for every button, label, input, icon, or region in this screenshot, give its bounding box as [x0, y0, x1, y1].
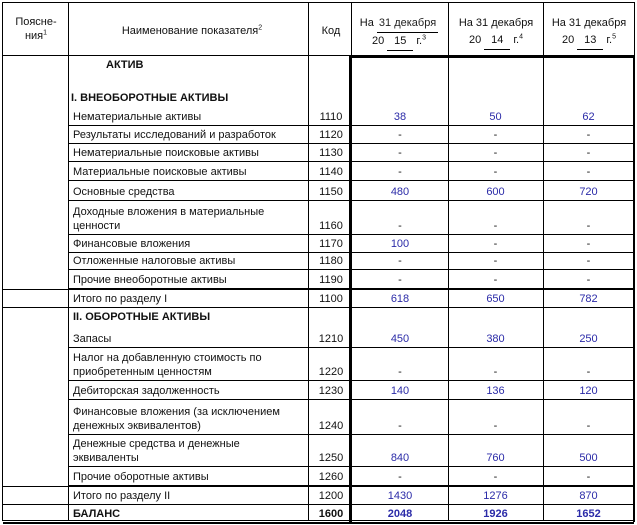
row-label: Итого по разделу I	[73, 293, 168, 305]
grid-hline	[68, 347, 634, 348]
row-label-line1: Денежные средства и денежные	[73, 438, 240, 450]
row-label: Прочие внеоборотные активы	[73, 274, 227, 286]
row-value: -	[398, 274, 402, 286]
row-value: 38	[393, 111, 407, 123]
row-value: -	[493, 366, 498, 378]
row-value: -	[586, 420, 591, 432]
row-label: Материальные поисковые активы	[73, 166, 247, 178]
grid-vline	[68, 3, 69, 520]
grid-hline	[3, 307, 634, 308]
header-col-2015-date: 31 декабря	[377, 15, 438, 33]
row-value: -	[586, 147, 591, 159]
row-value: -	[493, 220, 498, 232]
row-value: -	[586, 166, 591, 178]
grid-hline	[68, 399, 634, 400]
row-value: 1652	[576, 508, 601, 520]
row-label: Нематериальные поисковые активы	[73, 147, 259, 159]
row-value: 62	[582, 111, 595, 123]
row-value: 600	[486, 186, 505, 198]
row-code: 1220	[318, 366, 344, 378]
header-col-2015	[352, 15, 446, 51]
row-value: -	[493, 274, 498, 286]
row-label: Отложенные налоговые активы	[73, 255, 236, 267]
header-notes	[5, 15, 67, 43]
grid-vline	[308, 3, 309, 520]
row-value: -	[586, 129, 591, 141]
grid-hline	[68, 466, 634, 467]
row-value: 50	[489, 111, 502, 123]
header-col-2014-year-prefix: 20	[468, 34, 482, 46]
row-label	[73, 406, 280, 433]
row-value: 450	[390, 333, 410, 345]
row-label	[73, 352, 262, 379]
grid-vline	[448, 3, 449, 520]
grid-hline	[3, 307, 68, 308]
header-col-2013-year-suffix: г.	[606, 34, 613, 46]
row-value: 782	[579, 293, 598, 305]
row-value: 870	[579, 490, 598, 502]
header-col-2014-prefix: На 31 декабря	[458, 17, 534, 29]
section-1-heading: I. ВНЕОБОРОТНЫЕ АКТИВЫ	[71, 92, 229, 104]
row-code: 1260	[318, 471, 344, 483]
row-value: -	[586, 274, 591, 286]
row-value: 618	[390, 293, 410, 305]
grid-hline	[68, 125, 634, 126]
grid-hline	[3, 522, 634, 524]
aktiv-heading: АКТИВ	[106, 59, 144, 71]
header-col-2014-year-suffix: г.	[513, 34, 520, 46]
row-value: 500	[579, 452, 598, 464]
row-value: 120	[579, 385, 598, 397]
row-label: Запасы	[73, 333, 112, 345]
row-value: -	[398, 220, 402, 232]
grid-hline	[68, 269, 634, 270]
grid-hline	[68, 252, 634, 253]
row-label-line1: Доходные вложения в материальные	[73, 206, 265, 218]
grid-hline	[68, 380, 634, 381]
header-name-sup: 2	[258, 24, 263, 32]
row-code: 1110	[319, 111, 343, 123]
row-value: 1430	[387, 490, 413, 502]
grid-hline	[68, 143, 634, 144]
grid-hline	[68, 234, 634, 235]
row-value: -	[493, 147, 498, 159]
header-col-2015-prefix: На	[359, 17, 374, 29]
header-col-2015-sup: 3	[422, 34, 426, 42]
row-label-line1: Налог на добавленную стоимость по	[73, 352, 262, 364]
row-code: 1120	[319, 129, 343, 141]
row-value: -	[586, 220, 591, 232]
row-value: -	[493, 471, 498, 483]
section-2-heading: II. ОБОРОТНЫЕ АКТИВЫ	[73, 311, 211, 323]
header-col-2014	[449, 15, 543, 50]
row-code: 1170	[319, 238, 343, 250]
header-notes-line2: ния	[24, 30, 44, 42]
row-value: -	[586, 255, 591, 267]
grid-hline	[3, 289, 634, 290]
header-indicator-name	[73, 25, 311, 38]
row-value: 250	[579, 333, 598, 345]
header-col-2014-year: 14	[484, 32, 510, 50]
balance-sheet-table	[2, 2, 635, 521]
row-value: -	[493, 420, 498, 432]
row-value: 136	[486, 385, 505, 397]
header-col-2015-year-prefix: 20	[371, 35, 385, 47]
grid-hline	[68, 161, 634, 162]
row-label: БАЛАНС	[73, 508, 121, 520]
row-label-line2: эквиваленты	[73, 452, 139, 464]
row-label: Дебиторская задолженность	[73, 385, 220, 397]
header-col-2013	[542, 15, 636, 50]
grid-hline	[349, 56, 635, 58]
row-value: -	[493, 238, 498, 250]
row-code: 1150	[319, 186, 343, 198]
grid-hline	[68, 180, 634, 181]
row-label: Результаты исследований и разработок	[73, 129, 276, 141]
row-code: 1210	[318, 333, 344, 345]
grid-hline	[3, 486, 634, 487]
header-notes-sup: 1	[43, 29, 48, 37]
row-label: Нематериальные активы	[73, 111, 202, 123]
row-value: -	[398, 420, 402, 432]
row-value: -	[398, 147, 402, 159]
grid-vline	[543, 3, 544, 520]
header-code: Код	[321, 25, 341, 37]
row-code: 1200	[318, 490, 344, 502]
grid-hline	[3, 504, 634, 505]
row-value: 650	[486, 293, 505, 305]
row-code: 1230	[318, 385, 344, 397]
row-label	[73, 438, 240, 465]
row-value: -	[398, 129, 402, 141]
row-label-line2: приобретенным ценностям	[73, 366, 212, 378]
row-value: 1926	[483, 508, 508, 520]
row-value: 1276	[483, 490, 508, 502]
row-value: -	[398, 471, 402, 483]
row-value: -	[398, 166, 402, 178]
header-notes-line1: Поясне-	[15, 16, 57, 28]
row-value: 140	[390, 385, 410, 397]
header-col-2014-sup: 4	[519, 33, 523, 41]
header-col-2015-year: 15	[387, 33, 413, 51]
row-value: 100	[390, 238, 410, 250]
row-value: -	[586, 366, 591, 378]
header-name-text: Наименование показателя	[121, 25, 259, 37]
row-value: 760	[486, 452, 505, 464]
row-value: -	[586, 471, 591, 483]
header-col-2013-year: 13	[577, 32, 603, 50]
row-code: 1160	[319, 220, 343, 232]
row-code: 1100	[319, 293, 343, 305]
row-value: 720	[579, 186, 598, 198]
row-value: -	[493, 255, 498, 267]
row-value: 2048	[387, 508, 413, 520]
row-label: Основные средства	[73, 186, 175, 198]
row-label: Прочие оборотные активы	[73, 471, 209, 483]
row-code: 1180	[319, 255, 343, 267]
header-col-2015-year-suffix: г.	[416, 35, 423, 47]
row-code: 1250	[318, 452, 344, 464]
row-label: Финансовые вложения	[73, 238, 191, 250]
row-value: 840	[390, 452, 410, 464]
header-col-2013-year-prefix: 20	[561, 34, 575, 46]
row-value: -	[398, 366, 402, 378]
row-label-line2: ценности	[73, 220, 121, 232]
row-label: Итого по разделу II	[73, 490, 171, 502]
row-value: -	[493, 129, 498, 141]
row-code: 1190	[319, 274, 343, 286]
row-value: -	[493, 166, 498, 178]
row-label-line1: Финансовые вложения (за исключением	[73, 406, 280, 418]
grid-hline	[68, 200, 634, 201]
row-code: 1240	[318, 420, 344, 432]
row-value: -	[586, 238, 591, 250]
row-value: 480	[390, 186, 410, 198]
row-code: 1130	[319, 147, 343, 159]
row-label-line2: денежных эквивалентов)	[73, 420, 201, 432]
grid-hline	[68, 434, 634, 435]
header-col-2013-prefix: На 31 декабря	[551, 17, 627, 29]
row-label	[73, 206, 264, 233]
row-code: 1140	[319, 166, 343, 178]
row-value: 380	[486, 333, 505, 345]
row-value: -	[398, 255, 402, 267]
row-code: 1600	[318, 508, 344, 520]
header-col-2013-sup: 5	[612, 33, 616, 41]
